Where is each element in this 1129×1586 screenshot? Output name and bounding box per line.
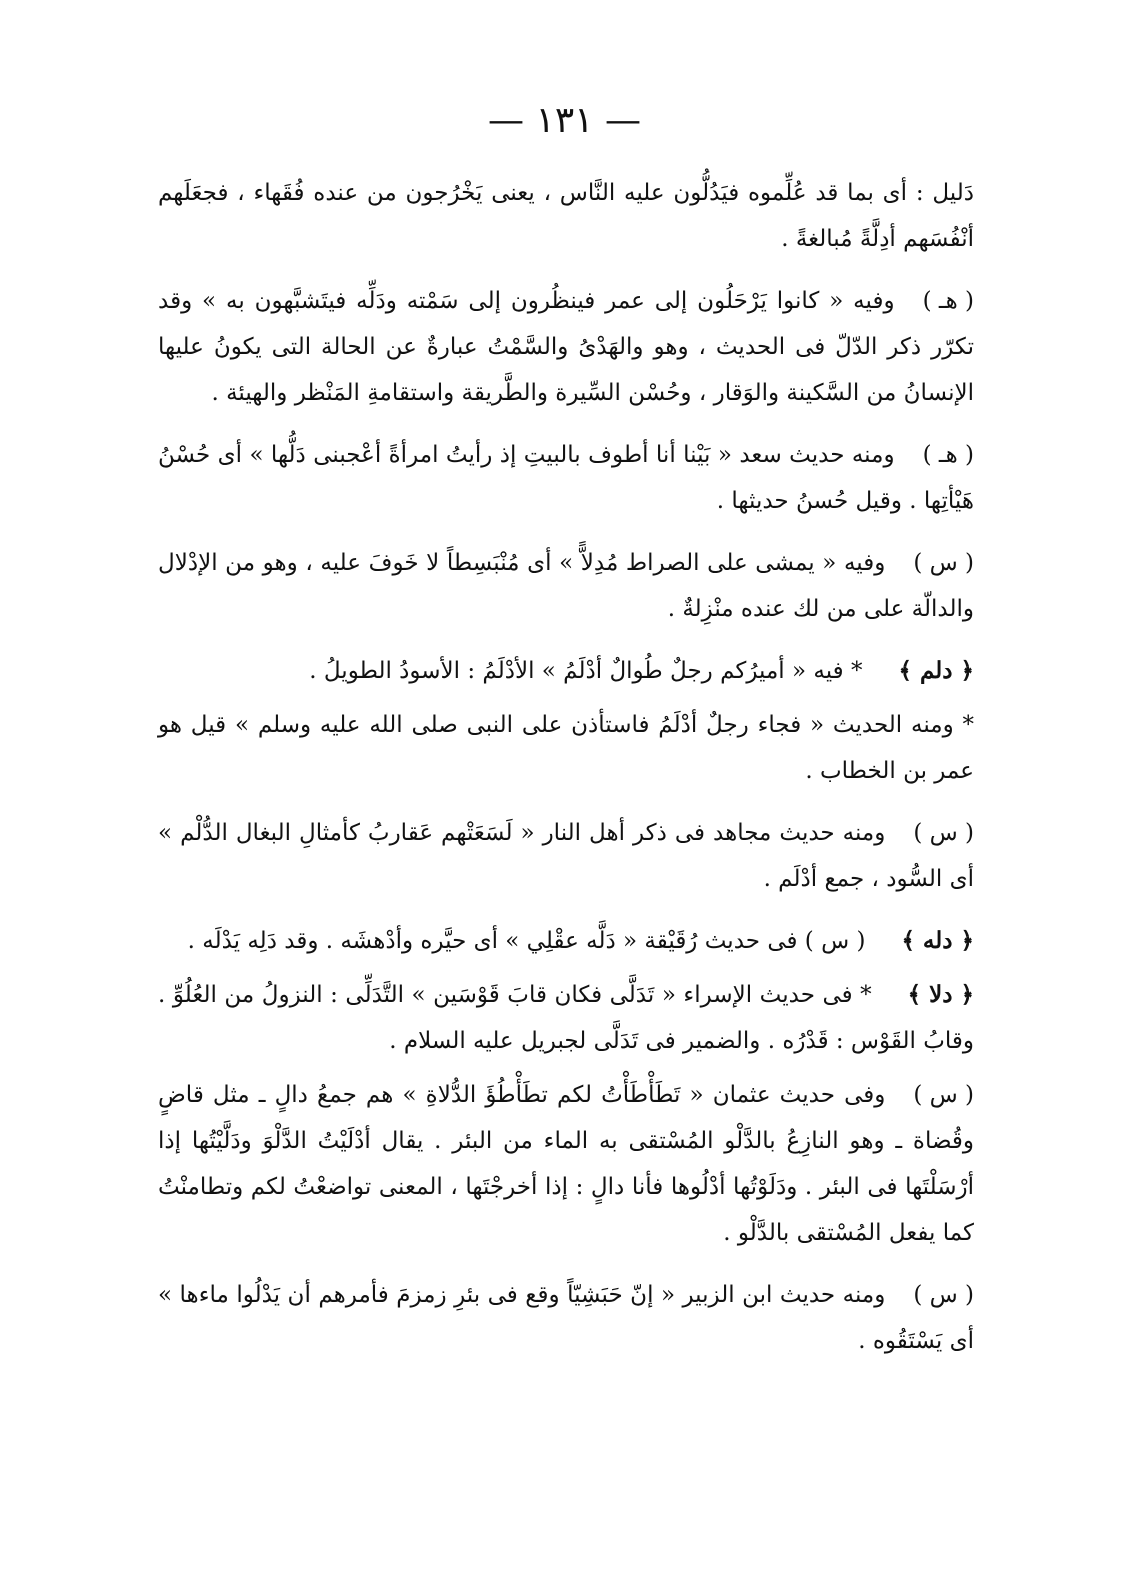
- paragraph: [158, 1072, 974, 1256]
- paragraph-text: ومنه حديث سعد « بَيْنا أنا أطوف بالبيتِ إذ رأيتُ امرأةً أعْجبنى دَلُّها » أى حُسْنُ هَيْأتِها . وقيل حُسنُ حديثها .: [158, 442, 974, 514]
- page-number: — ١٣١ —: [488, 100, 641, 141]
- paragraph: [158, 540, 974, 632]
- root-word: ﴿ دلم ﴾: [898, 657, 974, 684]
- main-text: [158, 170, 974, 1380]
- source-marker: ( هـ ): [922, 442, 974, 468]
- paragraph-text: وفيه « كانوا يَرْحَلُون إلى عمر فينظُرون إلى سَمْته ودَلِّه فيتَشبَّهون به » وقد تكرّر ذكر الدّلّ فى الحديث ، وهو والهَدْىُ والسَّمْتُ عبارةٌ عن الحالة التى يكونُ عليها الإنسانُ من السَّكينة والوَقار ، وحُسْن السِّيرة والطَّريقة واستقامةِ المَنْظر والهيئة .: [158, 288, 974, 406]
- source-marker: ( س ): [913, 550, 974, 576]
- paragraph-text: * ومنه الحديث « فجاء رجلٌ أدْلَمُ فاستأذن على النبى صلى الله عليه وسلم » قيل هو عمر بن الخطاب .: [158, 712, 974, 784]
- paragraph-text: ومنه حديث ابن الزبير « إنّ حَبَشِيّاً وقع فى بئرِ زمزمَ فأمرهم أن يَدْلُوا ماءها » أى يَسْتَقُوه .: [158, 1282, 974, 1354]
- paragraph-text: دَليل : أى بما قد عُلِّموه فيَدُلُّون عليه النَّاس ، يعنى يَخْرُجون من عنده فُقَهاء ، فجعَلَهم أنْفُسَهم أدِلَّةً مُبالغةً .: [158, 180, 974, 252]
- paragraph: [158, 432, 974, 524]
- paragraph: [158, 810, 974, 902]
- paragraph: [158, 702, 974, 794]
- root-word: ﴿ دله ﴾: [901, 927, 974, 954]
- paragraph-text: وفيه « يمشى على الصراط مُدِلاًّ » أى مُنْبَسِطاً لا خَوفَ عليه ، وهو من الإدْلال والدالّة على من لك عنده منْزِلةٌ .: [158, 550, 974, 622]
- paragraph: [158, 278, 974, 416]
- source-marker: ( س ): [913, 820, 974, 846]
- source-marker: ( س ): [913, 1082, 974, 1108]
- source-marker: ( هـ ): [922, 288, 974, 314]
- paragraph-text: ( س ) فى حديث رُقَيْقة « دَلَّه عقْلِي » أى حيَّره وأدْهشَه . وقد دَلِه يَدْلَه .: [187, 928, 866, 954]
- paragraph-text: * فى حديث الإسراء « تَدَلَّى فكان قابَ قَوْسَين » التَّدَلِّى : النزولُ من العُلُوِّ . وقابُ القَوْس : قَدْرُه . والضمير فى تَدَلَّى لجبريل عليه السلام .: [158, 982, 974, 1054]
- root-word: ﴿ دلا ﴾: [907, 981, 974, 1008]
- source-marker: ( س ): [913, 1282, 974, 1308]
- paragraph-text: وفى حديث عثمان « تَطَأْطَأْتُ لكم تطَأْطُؤَ الدُّلاةِ » هم جمعُ دالٍ ـ مثل قاضٍ وقُضاة ـ وهو النازِعُ بالدَّلْو المُسْتقى به الماء من البئر . يقال أدْلَيْتُ الدَّلْوَ ودَلَّيْتُها إذا أرْسَلْتَها فى البئر . ودَلَوْتُها أدْلُوها فأنا دالٍ : إذا أخرجْتَها ، المعنى تواضعْتُ لكم وتطامنْتُ كما يفعل المُسْتقى بالدَّلْو .: [158, 1082, 974, 1246]
- entry-heading: [158, 972, 974, 1064]
- paragraph: [158, 1272, 974, 1364]
- paragraph-text: * فيه « أميرُكم رجلٌ طُوالٌ أدْلَمُ » الأدْلَمُ : الأسودُ الطويلُ .: [309, 658, 863, 684]
- entry-heading: [158, 648, 974, 694]
- paragraph: [158, 170, 974, 262]
- entry-heading: [158, 918, 974, 964]
- paragraph-text: ومنه حديث مجاهد فى ذكر أهل النار « لَسَعَتْهم عَقاربُ كأمثالِ البغال الدُّلْم » أى السُّود ، جمع أدْلَم .: [158, 820, 974, 892]
